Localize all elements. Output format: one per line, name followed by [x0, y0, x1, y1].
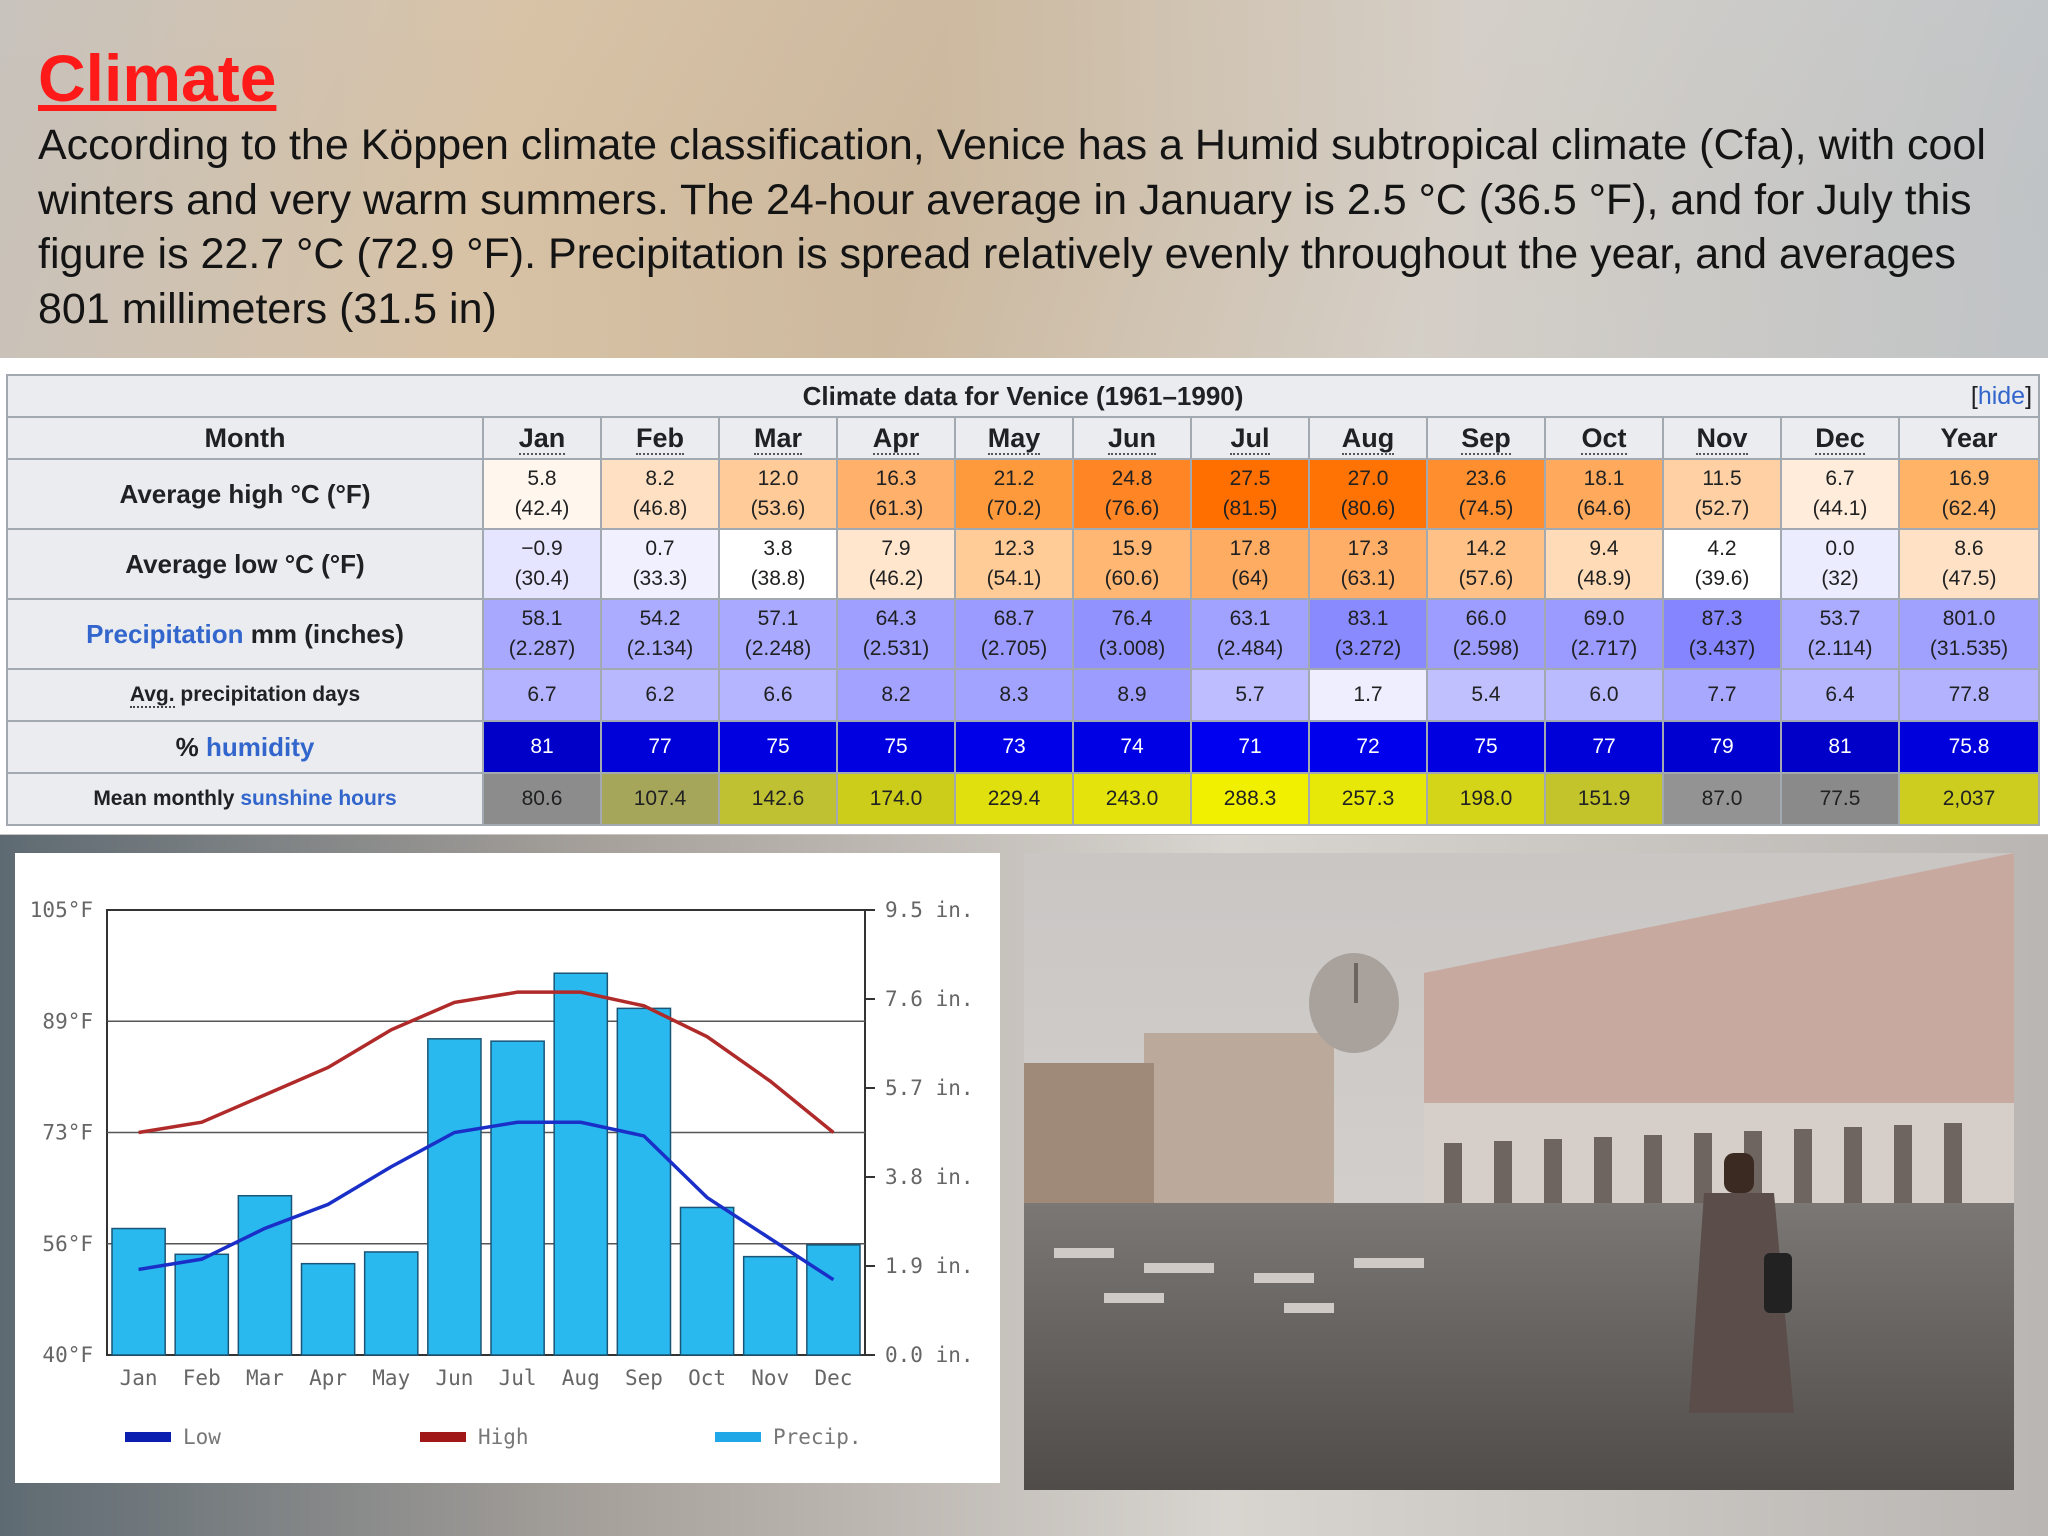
cell-value-fahrenheit: (30.4) [514, 567, 570, 590]
table-cell [1191, 721, 1309, 773]
left-tick-label: 56°F [42, 1231, 93, 1256]
table-cell [1663, 459, 1781, 529]
table-cell [1191, 773, 1309, 825]
cell-value-fahrenheit: (2.717) [1570, 637, 1638, 660]
cell-value: 229.4 [987, 787, 1041, 810]
cell-value: 5.7 [1235, 683, 1265, 706]
cell-value-fahrenheit: (48.9) [1576, 567, 1632, 590]
average-low-row-label [7, 529, 483, 599]
month-header-nov[interactable] [1663, 417, 1781, 459]
month-header-feb[interactable] [601, 417, 719, 459]
table-cell [601, 721, 719, 773]
month-header-oct[interactable] [1545, 417, 1663, 459]
precip-bar [175, 1254, 228, 1355]
cell-value: 15.9 [1111, 537, 1153, 560]
cell-value: 81 [530, 735, 554, 758]
table-cell [1545, 599, 1663, 669]
right-tick-label: 7.6 in. [885, 987, 974, 1011]
month-header-may[interactable] [955, 417, 1073, 459]
month-label[interactable]: Sep [1461, 422, 1511, 453]
precip-bar [365, 1252, 418, 1355]
precipitation-row-label [7, 599, 483, 669]
precip-bar [807, 1245, 860, 1355]
cell-value: 87.0 [1701, 787, 1743, 810]
precip-bar [428, 1039, 481, 1355]
cell-value: 7.9 [881, 537, 911, 560]
table-cell [837, 459, 955, 529]
cell-value: 53.7 [1819, 607, 1861, 630]
cell-value: 288.3 [1223, 787, 1277, 810]
climate-chart [15, 853, 1000, 1483]
humidity-row-label-link[interactable]: humidity [206, 731, 315, 762]
cell-value-fahrenheit: (2.705) [980, 637, 1048, 660]
cell-value: 801.0 [1942, 607, 1996, 630]
precip-bar [681, 1207, 734, 1355]
table-cell [1781, 773, 1899, 825]
right-tick-label: 1.9 in. [885, 1254, 974, 1278]
x-tick-label: Aug [561, 1366, 600, 1390]
cell-value: 24.8 [1111, 467, 1153, 490]
precipitation-days-row [7, 669, 2039, 721]
month-header-row [7, 417, 2039, 459]
month-label[interactable]: Nov [1696, 422, 1748, 453]
cell-value: 6.0 [1589, 683, 1619, 706]
cell-value: 243.0 [1105, 787, 1159, 810]
x-tick-label: Jul [498, 1366, 537, 1390]
month-header-sep[interactable] [1427, 417, 1545, 459]
month-header-jan[interactable] [483, 417, 601, 459]
table-cell [719, 459, 837, 529]
cell-value-fahrenheit: (70.2) [986, 497, 1042, 520]
left-tick-label: 105°F [29, 898, 93, 922]
table-cell [1191, 669, 1309, 721]
year-cell [1899, 529, 2039, 599]
left-tick-label: 40°F [42, 1343, 93, 1367]
table-cell [1781, 599, 1899, 669]
table-cell [1545, 721, 1663, 773]
right-tick-label: 5.7 in. [885, 1076, 974, 1100]
cell-value: 4.2 [1707, 537, 1737, 560]
cell-value: 77 [1592, 735, 1616, 758]
cell-value-fahrenheit: (60.6) [1104, 567, 1160, 590]
cell-value: 9.4 [1589, 537, 1619, 560]
cell-value: 23.6 [1465, 467, 1507, 490]
cell-value-fahrenheit: (61.3) [868, 497, 924, 520]
table-cell [1545, 529, 1663, 599]
table-cell [1427, 721, 1545, 773]
right-tick-label: 9.5 in. [885, 898, 974, 922]
x-tick-label: Apr [309, 1366, 348, 1390]
month-label[interactable]: Dec [1815, 422, 1865, 453]
cell-value: 69.0 [1583, 607, 1625, 630]
flooded-piazza-image [1024, 853, 2014, 1490]
average-low-row-label: Average low °C (°F) [125, 548, 365, 579]
precipitation-row-label-rest: mm (inches) [243, 618, 404, 649]
slide-title: Climate [38, 41, 277, 115]
cell-value: 11.5 [1702, 467, 1742, 490]
cell-value: 1.7 [1353, 683, 1383, 706]
table-cell [1663, 669, 1781, 721]
precip-bar [112, 1229, 165, 1355]
year-header: Year [1899, 417, 2039, 459]
table-cell [601, 669, 719, 721]
cell-value: 16.3 [875, 467, 917, 490]
table-cell [1545, 773, 1663, 825]
table-cell [483, 773, 601, 825]
month-label[interactable]: Mar [753, 422, 802, 453]
cell-value-fahrenheit: (57.6) [1458, 567, 1514, 590]
cell-value-fahrenheit: (2.248) [744, 637, 812, 660]
table-cell [1781, 669, 1899, 721]
table-cell [837, 599, 955, 669]
average-high-row-label [7, 459, 483, 529]
table-caption-text: Climate data for Venice (1961–1990) [802, 380, 1244, 411]
cell-value-fahrenheit: (76.6) [1104, 497, 1160, 520]
table-cell [483, 459, 601, 529]
cell-value-fahrenheit: (44.1) [1812, 497, 1868, 520]
cell-value: 87.3 [1701, 607, 1743, 630]
right-tick-label: 0.0 in. [885, 1343, 974, 1367]
precipitation-days-row-label-under[interactable]: Avg. [129, 683, 175, 706]
cell-value: 6.2 [645, 683, 675, 706]
cell-value: 76.4 [1111, 607, 1153, 630]
left-tick-label: 89°F [42, 1009, 93, 1034]
table-cell [483, 529, 601, 599]
cell-value-fahrenheit: (2.598) [1452, 637, 1520, 660]
table-cell [601, 529, 719, 599]
humidity-row-label-pre: % [175, 731, 206, 762]
month-label[interactable]: Oct [1581, 422, 1627, 453]
month-label[interactable]: Jun [1107, 422, 1156, 453]
table-cell [1427, 599, 1545, 669]
cell-value: 75 [1474, 735, 1498, 758]
cell-value: 64.3 [875, 607, 917, 630]
x-tick-label: Oct [688, 1366, 727, 1390]
cell-value: 27.5 [1229, 467, 1271, 490]
cell-value-fahrenheit: (32) [1821, 567, 1859, 590]
climate-table-panel [0, 358, 2048, 834]
table-cell [837, 669, 955, 721]
cell-value-fahrenheit: (2.114) [1807, 637, 1873, 660]
month-header-jun[interactable] [1073, 417, 1191, 459]
precipitation-days-row-label [7, 669, 483, 721]
hide-link-label[interactable]: hide [1977, 382, 2026, 410]
table-cell [601, 459, 719, 529]
average-high-row-label: Average high °C (°F) [119, 478, 371, 509]
cell-value: 75 [884, 735, 908, 758]
average-high-row [7, 459, 2039, 529]
cell-value: 6.4 [1825, 683, 1855, 706]
table-cell [719, 669, 837, 721]
cell-value-fahrenheit: (33.3) [632, 567, 688, 590]
legend-swatch-low [125, 1432, 171, 1442]
table-cell [1309, 599, 1427, 669]
left-tick-label: 73°F [42, 1120, 93, 1145]
x-tick-label: Dec [814, 1366, 853, 1390]
table-cell [1663, 599, 1781, 669]
cell-value-fahrenheit: (46.8) [632, 497, 688, 520]
cell-value: 5.4 [1471, 683, 1501, 706]
cell-value: 6.7 [1825, 467, 1855, 490]
climate-chart-svg [15, 853, 1000, 1483]
table-cell [1427, 773, 1545, 825]
year-cell [1899, 459, 2039, 529]
cell-value: 27.0 [1347, 467, 1389, 490]
month-header: Month [7, 417, 483, 459]
cell-value: 75 [766, 735, 790, 758]
table-cell [719, 529, 837, 599]
cell-value: 142.6 [751, 787, 805, 810]
cell-value: 8.6 [1954, 537, 1984, 560]
month-header-aug[interactable] [1309, 417, 1427, 459]
table-cell [1545, 459, 1663, 529]
table-cell [1545, 669, 1663, 721]
cell-value: 6.6 [763, 683, 793, 706]
cell-value-fahrenheit: (62.4) [1941, 497, 1997, 520]
hide-link[interactable]: [hide] [1970, 382, 2033, 410]
table-cell [483, 669, 601, 721]
year-cell [1899, 669, 2039, 721]
cell-value: 8.9 [1117, 683, 1147, 706]
table-cell [1427, 529, 1545, 599]
cell-value-fahrenheit: (3.008) [1098, 637, 1166, 660]
cell-value-fahrenheit: (38.8) [750, 567, 806, 590]
table-cell [1427, 669, 1545, 721]
cell-value: 54.2 [639, 607, 681, 630]
table-cell [719, 773, 837, 825]
table-cell [1309, 459, 1427, 529]
cell-value-fahrenheit: (2.484) [1216, 637, 1284, 660]
table-cell [1781, 459, 1899, 529]
cell-value: 72 [1356, 735, 1380, 758]
cell-value: 71 [1238, 735, 1262, 758]
cell-value: 58.1 [521, 607, 563, 630]
precip-bar [491, 1041, 544, 1355]
table-cell [1073, 599, 1191, 669]
table-cell [483, 599, 601, 669]
cell-value: 79 [1710, 735, 1734, 758]
cell-value: 77.5 [1819, 787, 1861, 810]
cell-value-fahrenheit: (46.2) [868, 567, 924, 590]
cell-value: 2,037 [1942, 787, 1996, 810]
table-cell [955, 773, 1073, 825]
cell-value: 16.9 [1948, 467, 1990, 490]
cell-value: 17.8 [1229, 537, 1271, 560]
table-cell [955, 529, 1073, 599]
table-cell [1191, 599, 1309, 669]
cell-value: 174.0 [869, 787, 923, 810]
cell-value-fahrenheit: (3.437) [1688, 637, 1756, 660]
table-cell [601, 773, 719, 825]
climate-table [6, 374, 2040, 826]
month-label[interactable]: Jan [518, 422, 566, 453]
table-cell [719, 721, 837, 773]
x-tick-label: Nov [751, 1366, 790, 1390]
cell-value: 198.0 [1459, 787, 1513, 810]
average-low-row [7, 529, 2039, 599]
month-header-dec[interactable] [1781, 417, 1899, 459]
table-cell [1781, 529, 1899, 599]
cell-value: −0.9 [521, 537, 563, 560]
month-header-mar[interactable] [719, 417, 837, 459]
precipitation-days-row-label-rest: precipitation days [174, 683, 361, 706]
table-cell [1663, 721, 1781, 773]
month-header-apr[interactable] [837, 417, 955, 459]
cell-value-fahrenheit: (42.4) [514, 497, 570, 520]
cell-value: 73 [1002, 735, 1026, 758]
table-cell [1073, 773, 1191, 825]
table-cell [955, 669, 1073, 721]
cell-value: 80.6 [521, 787, 563, 810]
table-cell [1073, 721, 1191, 773]
precip-bar [554, 973, 607, 1355]
cell-value: 68.7 [993, 607, 1035, 630]
cell-value: 77 [648, 735, 672, 758]
sunshine-row [7, 773, 2039, 825]
table-cell [1073, 529, 1191, 599]
sunshine-row-label-pre: Mean monthly [93, 787, 241, 810]
table-cell [955, 599, 1073, 669]
precip-bar [302, 1264, 355, 1355]
cell-value: 257.3 [1341, 787, 1395, 810]
legend-label: Low [183, 1425, 221, 1449]
legend-label: Precip. [773, 1425, 862, 1449]
cell-value: 14.2 [1465, 537, 1507, 560]
cell-value-fahrenheit: (74.5) [1458, 497, 1514, 520]
cell-value: 63.1 [1229, 607, 1271, 630]
table-cell [1663, 529, 1781, 599]
table-cell [1309, 721, 1427, 773]
x-tick-label: Mar [245, 1366, 284, 1390]
cell-value: 66.0 [1465, 607, 1507, 630]
cell-value-fahrenheit: (52.7) [1694, 497, 1750, 520]
cell-value: 57.1 [757, 607, 799, 630]
cell-value-fahrenheit: (3.272) [1334, 637, 1402, 660]
cell-value-fahrenheit: (2.531) [862, 637, 930, 660]
legend-swatch-high [420, 1432, 466, 1442]
month-label[interactable]: Jul [1230, 422, 1270, 453]
cell-value: 18.1 [1583, 467, 1625, 490]
table-cell [1781, 721, 1899, 773]
humidity-row-label [7, 721, 483, 773]
table-cell [837, 529, 955, 599]
year-cell [1899, 599, 2039, 669]
cell-value-fahrenheit: (81.5) [1222, 497, 1278, 520]
table-cell [1427, 459, 1545, 529]
cell-value-fahrenheit: (31.535) [1929, 637, 2009, 660]
cell-value-fahrenheit: (80.6) [1340, 497, 1396, 520]
table-caption [7, 375, 2039, 417]
year-cell [1899, 721, 2039, 773]
cell-value: 8.3 [999, 683, 1029, 706]
cell-value: 151.9 [1577, 787, 1631, 810]
cell-value: 5.8 [527, 467, 557, 490]
month-label[interactable]: Apr [872, 422, 920, 453]
cell-value: 8.2 [645, 467, 675, 490]
month-label[interactable]: May [987, 422, 1041, 453]
table-cell [1191, 459, 1309, 529]
x-tick-label: Sep [624, 1366, 663, 1390]
cell-value-fahrenheit: (47.5) [1941, 567, 1997, 590]
cell-value: 12.3 [993, 537, 1035, 560]
cell-value-fahrenheit: (2.134) [626, 637, 694, 660]
cell-value: 75.8 [1948, 735, 1990, 758]
table-cell [1073, 669, 1191, 721]
sunshine-row-label [7, 773, 483, 825]
precipitation-row [7, 599, 2039, 669]
cell-value: 83.1 [1347, 607, 1389, 630]
flood-photo [1024, 853, 2014, 1490]
cell-value-fahrenheit: (53.6) [750, 497, 806, 520]
sunshine-row-label-link[interactable]: sunshine hours [240, 787, 397, 810]
legend-label: High [478, 1425, 529, 1449]
month-header-jul[interactable] [1191, 417, 1309, 459]
table-cell [1073, 459, 1191, 529]
legend-swatch-precip [715, 1432, 761, 1442]
cell-value: 3.8 [763, 537, 793, 560]
humidity-row [7, 721, 2039, 773]
right-tick-label: 3.8 in. [885, 1165, 974, 1189]
table-cell [719, 599, 837, 669]
table-cell [1309, 773, 1427, 825]
cell-value: 0.7 [645, 537, 675, 560]
table-cell [1663, 773, 1781, 825]
cell-value: 21.2 [993, 467, 1035, 490]
cell-value: 8.2 [881, 683, 911, 706]
x-tick-label: Jan [119, 1366, 158, 1390]
month-label[interactable]: Aug [1341, 422, 1395, 453]
table-cell [955, 721, 1073, 773]
cell-value: 7.7 [1707, 683, 1737, 706]
cell-value-fahrenheit: (64) [1231, 567, 1269, 590]
cell-value: 81 [1828, 735, 1852, 758]
year-cell [1899, 773, 2039, 825]
precip-bar [744, 1257, 797, 1355]
table-cell [1309, 529, 1427, 599]
table-cell [1309, 669, 1427, 721]
cell-value-fahrenheit: (54.1) [986, 567, 1042, 590]
cell-value-fahrenheit: (39.6) [1694, 567, 1750, 590]
cell-value: 107.4 [633, 787, 687, 810]
precip-bar [617, 1008, 670, 1355]
cell-value: 17.3 [1347, 537, 1389, 560]
table-body [7, 459, 2039, 825]
month-label[interactable]: Feb [635, 422, 684, 453]
x-tick-label: Feb [182, 1366, 221, 1390]
table-cell [601, 599, 719, 669]
cell-value: 0.0 [1825, 537, 1855, 560]
table-cell [837, 721, 955, 773]
table-cell [1191, 529, 1309, 599]
table-cell [837, 773, 955, 825]
cell-value-fahrenheit: (63.1) [1340, 567, 1396, 590]
cell-value-fahrenheit: (2.287) [508, 637, 576, 660]
x-tick-label: May [372, 1366, 411, 1390]
cell-value-fahrenheit: (64.6) [1576, 497, 1632, 520]
intro-paragraph: According to the Köppen climate classification, Venice has a Humid subtropical climate (Cfa), with cool winters and very warm summers. The 24-hour average in January is 2.5 °C (36.5 °F), and for July this figure is 22.7 °C (72.9 °F). Precipitation is spread relatively evenly throughout the year, and averages 801 millimeters (31.5 in) [38, 121, 1986, 333]
table-cell [955, 459, 1073, 529]
cell-value: 74 [1120, 735, 1144, 758]
cell-value: 12.0 [757, 467, 799, 490]
cell-value: 6.7 [527, 683, 557, 706]
x-tick-label: Jun [435, 1366, 474, 1390]
table-cell [483, 721, 601, 773]
cell-value: 77.8 [1948, 683, 1990, 706]
precipitation-row-label-link[interactable]: Precipitation [86, 618, 244, 649]
